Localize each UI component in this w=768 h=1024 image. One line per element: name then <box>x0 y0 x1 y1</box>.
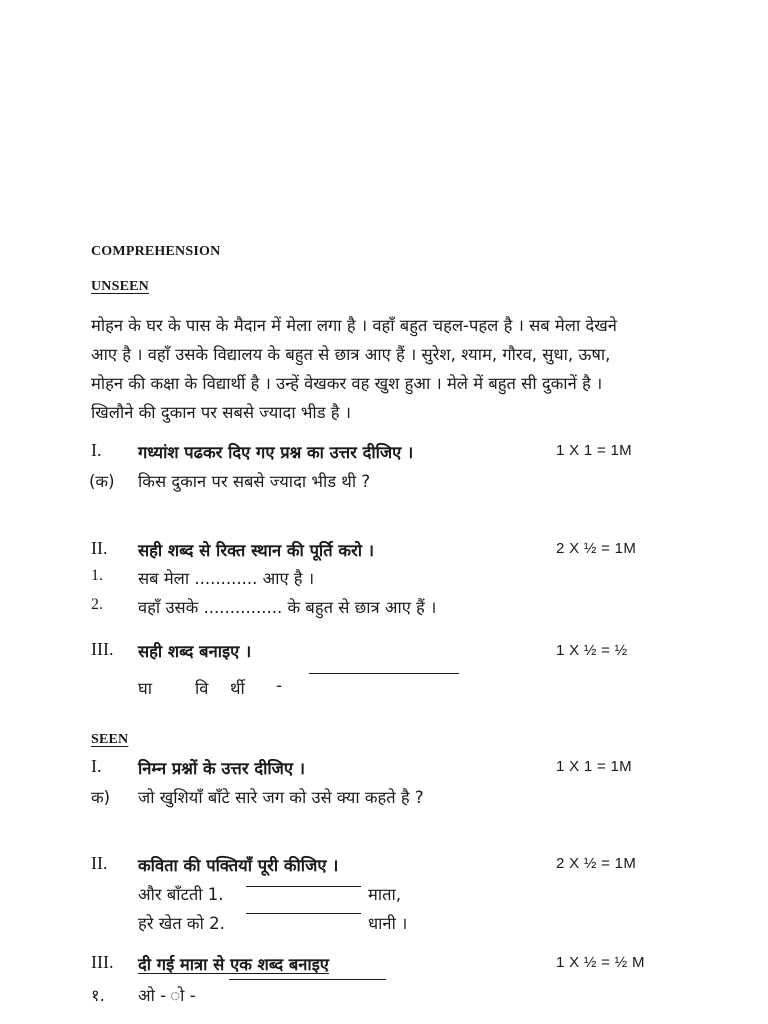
answer-line <box>229 979 386 980</box>
question-marks: 1 X 1 = 1M <box>556 758 632 775</box>
question-number: III. <box>91 639 114 659</box>
question-title: निम्न प्रश्नों के उत्तर दीजिए । <box>138 759 305 778</box>
question-number: I. <box>91 440 102 460</box>
passage-line: मोहन की कक्षा के विद्यार्थी है । उन्हें वेखकर वह खुश हुआ । मेले में बहुत सी दुकानें है । <box>91 374 603 393</box>
jumbled-letter: र्थी <box>230 679 245 698</box>
jumbled-letter: वि <box>195 679 209 698</box>
page-heading: COMPREHENSION <box>91 244 221 259</box>
seen-section-title: SEEN <box>91 732 129 747</box>
question-number: III. <box>91 952 114 972</box>
passage-line: आए है । वहाँ उसके विद्यालय के बहुत से छात्र आए हैं । सुरेश, श्याम, गौरव, सुधा, ऊषा, <box>91 345 611 364</box>
question-title: सही शब्द बनाइए । <box>138 642 252 661</box>
answer-line <box>309 673 459 674</box>
sub-question-label: (क) <box>89 472 115 491</box>
item-label: 1. <box>91 567 103 584</box>
poem-line-suffix: माता, <box>368 885 402 904</box>
item-label: १. <box>91 986 105 1005</box>
question-marks: 1 X ½ = ½ <box>556 642 628 659</box>
answer-line <box>246 913 361 914</box>
fill-blank-item: सब मेला ............ आए है । <box>138 569 315 588</box>
question-title: दी गई मात्रा से एक शब्द बनाइए <box>138 955 329 974</box>
jumbled-letter: घा <box>138 679 153 698</box>
question-number: I. <box>91 756 102 776</box>
poem-line-prefix: हरे खेत को 2. <box>138 914 225 933</box>
question-marks: 1 X ½ = ½ M <box>556 954 645 971</box>
jumbled-letter: - <box>276 676 282 695</box>
question-number: II. <box>91 538 108 558</box>
question-marks: 1 X 1 = 1M <box>556 442 632 459</box>
answer-line <box>246 886 361 887</box>
sub-question-label: क) <box>91 788 111 807</box>
unseen-section-title: UNSEEN <box>91 279 149 294</box>
matra-item: ओ - ो - <box>138 986 196 1005</box>
question-title: गध्यांश पढकर दिए गए प्रश्न का उत्तर दीजिए । <box>138 443 414 462</box>
passage-line: खिलौने की दुकान पर सबसे ज्यादा भीड है । <box>91 403 352 422</box>
poem-line-suffix: धानी । <box>368 914 408 933</box>
question-marks: 2 X ½ = 1M <box>556 540 637 557</box>
item-label: 2. <box>91 596 103 613</box>
sub-question-text: किस दुकान पर सबसे ज्यादा भीड थी ? <box>138 472 371 491</box>
question-number: II. <box>91 853 108 873</box>
fill-blank-item: वहाँ उसके ............... के बहुत से छात्र आए हैं । <box>138 598 437 617</box>
question-marks: 2 X ½ = 1M <box>556 855 637 872</box>
question-title: कविता की पक्तियाँ पूरी कीजिए । <box>138 856 339 875</box>
question-title: सही शब्द से रिक्त स्थान की पूर्ति करो । <box>138 541 375 560</box>
passage-line: मोहन के घर के पास के मैदान में मेला लगा है । वहाँ बहुत चहल-पहल है । सब मेला देखने <box>91 316 617 335</box>
sub-question-text: जो खुशियाँ बाँटे सारे जग को उसे क्या कहते है ? <box>138 788 424 807</box>
poem-line-prefix: और बाँटती 1. <box>138 885 224 904</box>
